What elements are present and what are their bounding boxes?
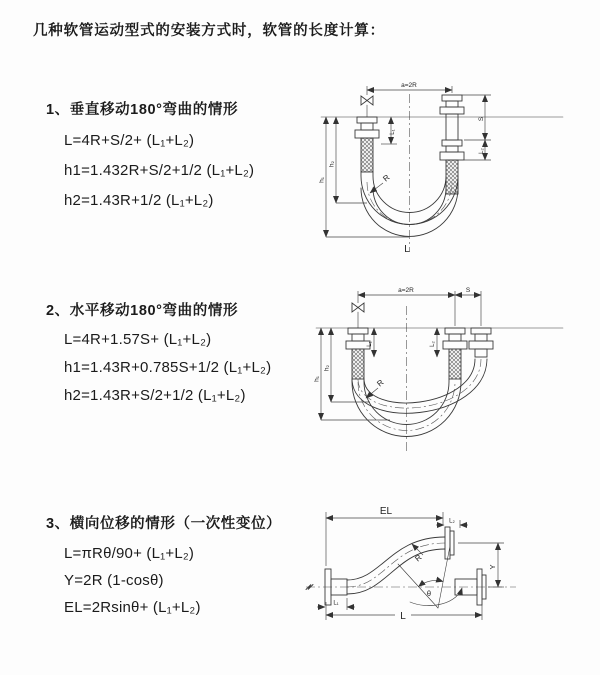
dim-label-s: S [478,116,485,122]
page-title: 几种软管运动型式的安装方式时，软管的长度计算： [33,23,385,39]
section-1-formula-h1: h1=1.432R+S/2+1/2 (L₁+L₂) [64,162,255,179]
diagram-lateral-displacement [298,498,598,648]
dim-label-s: S [465,287,471,294]
dim-label-l2: L₂ [449,518,455,525]
section-3-formula-Y: Y=2R (1-cosθ) [64,572,164,589]
length-label: L [400,611,406,622]
radius-label: R [381,172,392,184]
dimension-lines [326,86,491,237]
section-1-formula-L: L=4R+S/2+ (L₁+L₂) [64,132,195,149]
diagram-horizontal-180-bend [308,282,598,457]
length-label: L [404,244,410,255]
dim-label-a2r: a=2R [401,82,417,89]
dim-label-l1: L₁ [367,341,373,347]
section-2-heading: 2、水平移动180°弯曲的情形 [46,303,239,319]
diagram-vertical-180-bend [313,76,598,256]
section-2-formula-L: L=4R+1.57S+ (L₁+L₂) [64,331,212,348]
centerlines [306,543,516,590]
hose-and-fittings [325,527,486,608]
section-2-formula-h2: h2=1.43R+S/2+1/2 (L₁+L₂) [64,387,246,404]
angle-label: θ [426,589,432,598]
hose-and-fittings [318,95,563,236]
valve-icon [352,303,364,312]
dim-label-l2: L₂ [430,341,436,347]
dim-label-h1: h₁ [313,376,321,382]
diagram-3-labels [333,506,497,622]
dim-label-h2: h₂ [328,160,336,168]
diagram-2-labels [314,287,471,388]
dim-label-l1: L₁ [390,129,396,135]
centerlines [367,94,452,252]
section-3-formula-L: L=πRθ/90+ (L₁+L₂) [64,545,195,562]
radius-label: R [375,377,386,389]
section-3-heading: 3、横向位移的情形（一次性变位） [46,516,282,532]
dim-label-h1: h₁ [318,177,326,183]
section-1-formula-h2: h2=1.43R+1/2 (L₁+L₂) [64,192,214,209]
valve-icon [361,96,373,105]
dimension-lines [317,512,504,620]
dim-label-l1: L₁ [333,600,339,607]
hose-and-fittings [313,303,563,437]
radius-label: R [413,552,424,564]
dim-label-y: Y [488,564,497,570]
dim-label-a2r: a=2R [398,287,414,294]
diagram-1-labels [319,82,486,255]
section-3-formula-EL: EL=2Rsinθ+ (L₁+L₂) [64,599,201,616]
dim-label-h2: h₂ [323,364,331,372]
dim-label-l2: L₂ [479,148,485,154]
section-2-formula-h1: h1=1.43R+0.785S+1/2 (L₁+L₂) [64,359,272,376]
section-1-heading: 1、垂直移动180°弯曲的情形 [46,102,239,118]
dim-label-el: EL [379,506,393,517]
